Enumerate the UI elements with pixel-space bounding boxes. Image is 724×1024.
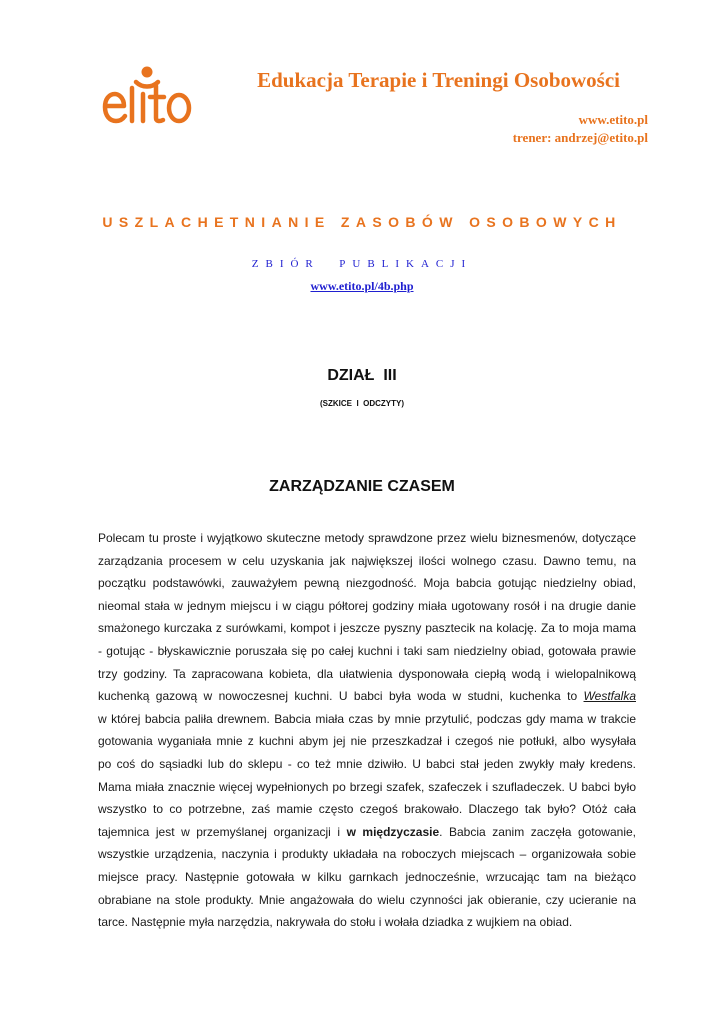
body-line: trzy godziny. Ta zapracowana kobieta, dla ułatwienia dysponowała ciepłą wodą i wielopalnikową [98,666,636,681]
section-title: DZIAŁ III [327,367,397,384]
header-trainer-email[interactable]: trener: andrzej@etito.pl [512,130,648,145]
body-text-segment: tajemnica jest w przemyślanej organizacji i [98,824,347,839]
body-line [98,821,636,844]
body-line: początku podstawówki, zauważyłem pewną niezgodność. Moja babcia gotując niedzielny obiad, [98,576,636,591]
emphasis-westfalka: Westfalka [583,689,636,704]
body-line: obrabiane na stole produkty. Mnie angażowała do wielu czynności jak obieranie, czy ucieranie na [98,892,636,907]
body-line: wszystko to co potrzebne, zaś mamie często czegoś brakowało. Dlaczego tak było? Otóż cała [98,802,636,817]
etito-logo-graphic [100,64,200,134]
section-subtitle: (SZKICE I ODCZYTY) [320,399,404,408]
body-line: wszystkie urządzenia, naczynia i produkty układała na roboczych miejscach – organizowała sobie [98,847,636,862]
body-line: miejsce pracy. Następnie gotowała w kilku garnkach jednocześnie, wrzucając tam na bieżąco [98,869,636,884]
collection-link[interactable]: www.etito.pl/4b.php [310,279,414,293]
body-text-segment: kuchenką gazową w nowoczesnej kuchni. U babci była woda w studni, kuchenka to [98,689,584,704]
header-website-link[interactable]: www.etito.pl [578,112,648,127]
body-line: Mama miała znacznie więcej wypełnionych po brzegi szafek, szafeczek i szufladeczek. U babci było [98,779,636,794]
body-line [98,685,636,708]
body-line: nieomal stała w jednym miejscu i w ciągu półtorej godziny miała ugotowany rosół i na drugie danie [98,598,636,613]
body-text-segment: . Babcia zanim zaczęła gotowanie, [439,824,636,839]
body-line: smażonego kurczaka z surówkami, kompot i jeszcze pyszny pasztecik na kolację. Za to moja mama [98,621,636,636]
article-body [98,527,636,934]
body-line: zarządzania procesem w celu uzyskania jak największej ilości wolnego czasu. Dawno temu, na [98,553,636,568]
etito-logo [100,64,200,134]
body-line: w której babcia paliła drewnem. Babcia miała czas by mnie przytulić, podczas gdy mama w trakcie [98,711,636,726]
body-line: Polecam tu proste i wyjątkowo skuteczne metody sprawdzone przez wielu biznesmenów, dotyczące [98,531,636,545]
collection-heading: ZBIÓR PUBLIKACJI [251,258,473,270]
header-title: Edukacja Terapie i Treningi Osobowości [257,68,620,92]
article-title: ZARZĄDZANIE CZASEM [269,478,455,495]
emphasis-w-miedzyczasie: w międzyczasie [346,824,440,839]
body-line: - gotując - błyskawicznie poruszała się po całej kuchni i taki sam niedzielny obiad, gotowała prawie [98,643,636,658]
body-line: po coś do sąsiadki lub do sklepu - co też mnie dziwiło. U babci stał jeden zwykły mały kredens. [98,756,636,771]
body-line: gotowania wyganiała mnie z kuchni abym jej nie przeszkadzał i czegoś nie potłukł, albo wysyłała [98,734,636,749]
main-heading: USZLACHETNIANIE ZASOBÓW OSOBOWYCH [102,214,622,230]
body-line: tarce. Następnie myła narzędzia, nakrywała do stołu i wołała dziadka z wujkiem na obiad. [98,915,573,930]
